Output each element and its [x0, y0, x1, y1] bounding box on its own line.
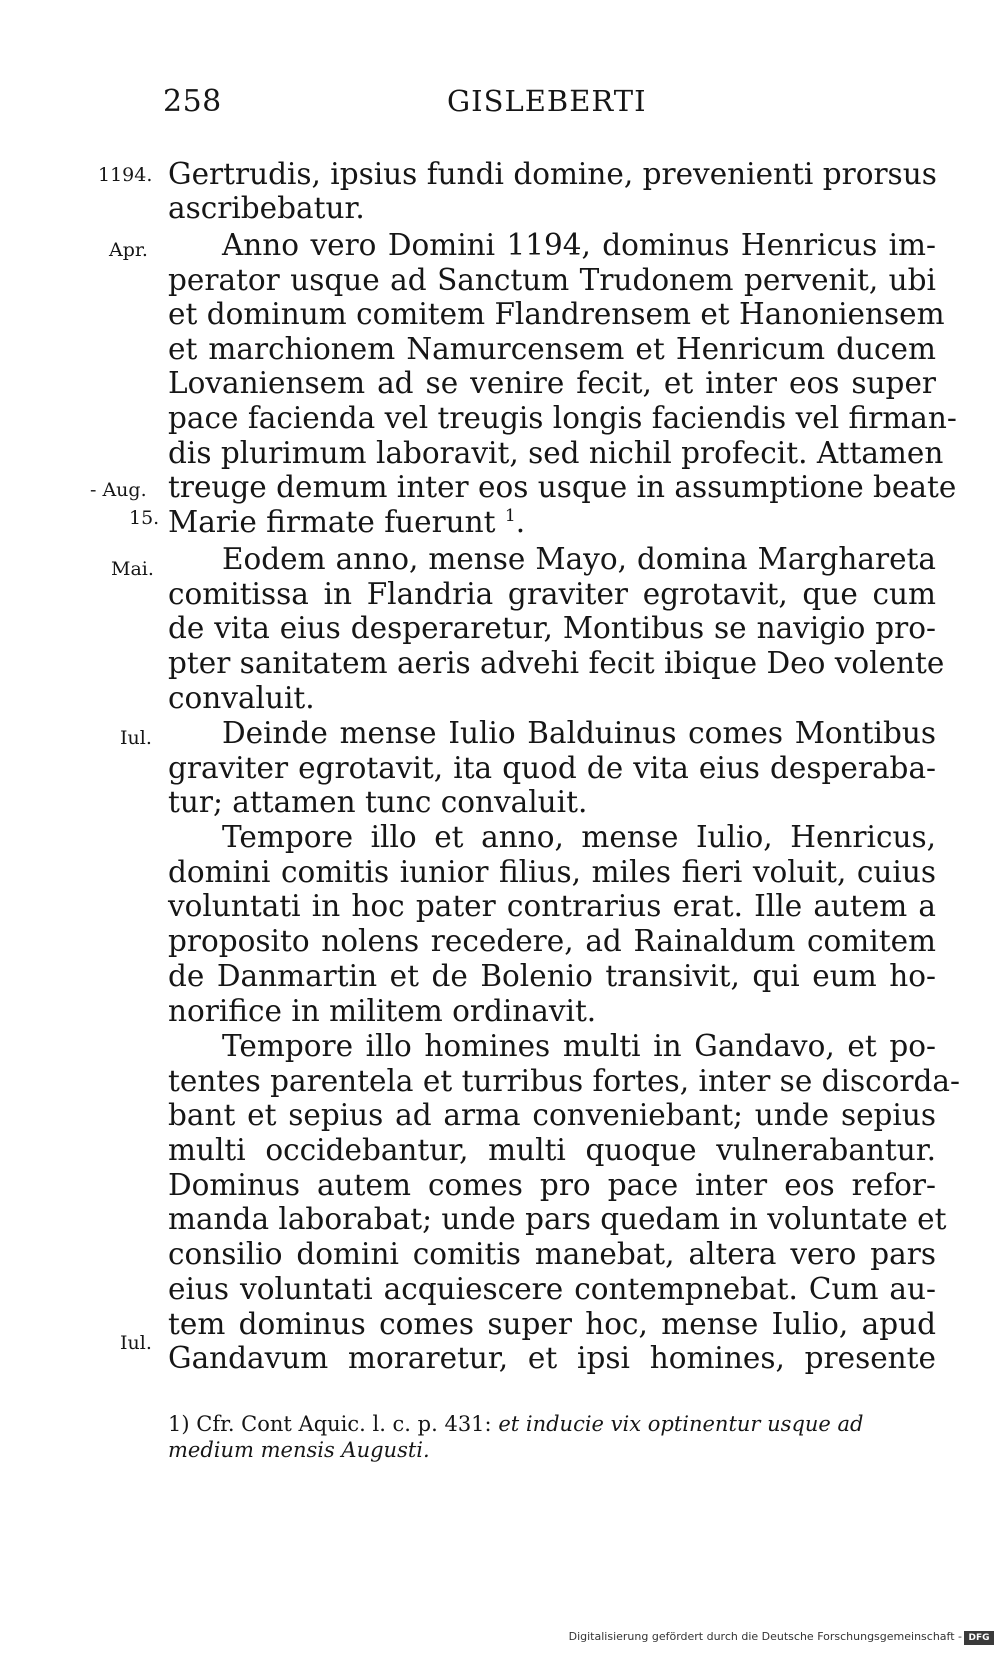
body-line: Dominus autem comes pro pace inter eos refor- [168, 1168, 936, 1202]
digitization-credit: Digitalisierung gefördert durch die Deutsche Forschungsgemeinschaft - [568, 1630, 962, 1643]
body-line: tentes parentela et turribus fortes, inter se discorda- [168, 1064, 960, 1098]
body-line: bant et sepius ad arma conveniebant; unde sepius [168, 1098, 936, 1132]
line-end-period: . [515, 505, 526, 539]
body-line: tem dominus comes super hoc, mense Iulio, apud [168, 1307, 936, 1341]
body-line: perator usque ad Sanctum Trudonem pervenit, ubi [168, 263, 936, 297]
body-line: graviter egrotavit, ita quod de vita eius desperaba- [168, 751, 936, 785]
margin-note-mai: Mai. [111, 558, 154, 580]
body-line-with-footnote [168, 505, 936, 539]
margin-note-year: 1194. [98, 164, 153, 186]
body-line-text: Marie firmate fuerunt [168, 505, 496, 539]
body-line: Deinde mense Iulio Balduinus comes Montibus [222, 716, 936, 750]
body-line: treuge demum inter eos usque in assumptione beate [168, 470, 957, 504]
body-line: Lovaniensem ad se venire fecit, et inter eos super [168, 366, 936, 400]
body-line: ascribebatur. [168, 191, 365, 225]
body-line: Gertrudis, ipsius fundi domine, prevenienti prorsus [168, 157, 937, 191]
footnote-line-2: medium mensis Augusti. [168, 1438, 430, 1462]
body-line: proposito nolens recedere, ad Rainaldum comitem [168, 924, 936, 958]
footnote-reference: Cfr. Cont Aquic. l. c. p. 431: [196, 1412, 492, 1436]
running-head: GISLEBERTI [447, 84, 647, 118]
page-number: 258 [163, 84, 222, 119]
body-line: Tempore illo et anno, mense Iulio, Henricus, [222, 820, 936, 854]
margin-note-aug-day: 15. [129, 507, 160, 529]
body-line: Tempore illo homines multi in Gandavo, et po- [222, 1029, 936, 1063]
body-line: Gandavum moraretur, et ipsi homines, presente [168, 1341, 936, 1375]
body-line: tur; attamen tunc convaluit. [168, 785, 588, 819]
body-line: et dominum comitem Flandrensem et Hanoniensem [168, 297, 945, 331]
body-line: Anno vero Domini 1194, dominus Henricus im- [222, 228, 936, 262]
footnote-quote: et inducie vix optinentur usque ad [498, 1412, 864, 1436]
margin-note-iul: Iul. [120, 727, 152, 749]
body-line: norifice in militem ordinavit. [168, 994, 597, 1028]
body-line: consilio domini comitis manebat, altera vero pars [168, 1237, 936, 1271]
body-line: dis plurimum laboravit, sed nichil profecit. Attamen [168, 436, 944, 470]
body-line: de Danmartin et de Bolenio transivit, qui eum ho- [168, 959, 936, 993]
body-line: comitissa in Flandria graviter egrotavit, que cum [168, 577, 936, 611]
dfg-logo: DFG [964, 1631, 994, 1645]
margin-note-iul: Iul. [120, 1332, 152, 1354]
body-line: domini comitis iunior filius, miles fieri voluit, cuius [168, 855, 936, 889]
body-line: pter sanitatem aeris advehi fecit ibique Deo volente [168, 646, 945, 680]
margin-note-aug: - Aug. [90, 479, 147, 501]
margin-note-apr: Apr. [109, 239, 148, 261]
body-line: et marchionem Namurcensem et Henricum ducem [168, 332, 936, 366]
body-line: pace facienda vel treugis longis faciendis vel firman- [168, 401, 957, 435]
footnote-number: 1) [168, 1412, 190, 1436]
body-line: eius voluntati acquiescere contempnebat. Cum au- [168, 1272, 936, 1306]
body-line: de vita eius desperaretur, Montibus se navigio pro- [168, 611, 936, 645]
body-line: voluntati in hoc pater contrarius erat. Ille autem a [168, 889, 936, 923]
footnote-line-1 [168, 1411, 936, 1437]
body-line: manda laborabat; unde pars quedam in voluntate et [168, 1202, 947, 1236]
body-line: Eodem anno, mense Mayo, domina Marghareta [222, 542, 936, 576]
body-line: convaluit. [168, 681, 315, 715]
body-line: multi occidebantur, multi quoque vulnerabantur. [168, 1133, 936, 1167]
footnote-marker: 1 [504, 506, 516, 527]
